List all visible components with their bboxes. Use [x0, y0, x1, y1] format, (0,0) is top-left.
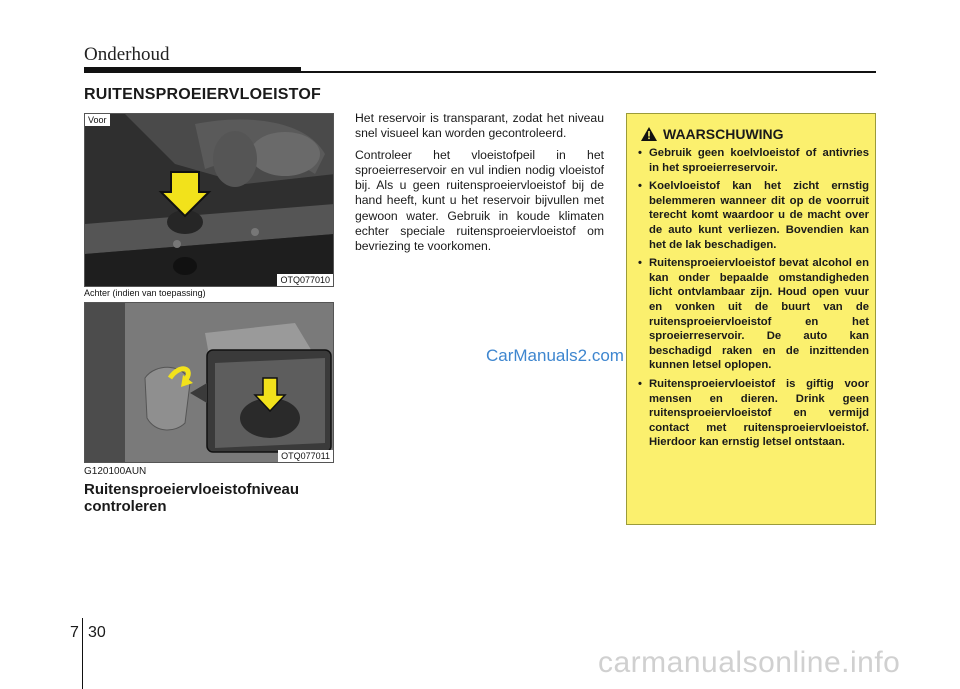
page-chapter-number: 7	[70, 624, 79, 641]
warning-title: WAARSCHUWING	[663, 126, 784, 142]
rear-compartment-illustration	[85, 303, 334, 463]
engine-bay-illustration	[85, 114, 334, 287]
photo-label-front: Voor	[85, 114, 110, 126]
body-text	[355, 111, 604, 261]
photo-rear-reservoir	[84, 302, 334, 463]
warning-item: • Koelvloeistof kan het zicht ernstig belemmeren wanneer dit op de voorruit terecht komt waardoor u de macht over de auto kunt verliezen. Bovendien kan het de lak beschadigen.	[637, 179, 869, 252]
header-rule-thin	[301, 71, 876, 73]
warning-header	[641, 126, 784, 142]
footer-watermark: carmanualsonline.info	[598, 646, 901, 679]
section-title: RUITENSPROEIERVLOEISTOF	[84, 86, 321, 103]
photo-front-reservoir	[84, 113, 334, 287]
body-paragraph: Het reservoir is transparant, zodat het niveau snel visueel kan worden gecontroleerd.	[355, 111, 604, 141]
header-rule-thick	[84, 67, 301, 73]
warning-list	[637, 146, 869, 454]
warning-item: • Ruitensproeiervloeistof bevat alcohol en kan onder bepaalde omstandigheden licht ontvlambaar zijn. Houd open vuur en vonken uit de buurt van de ruitensproeiervloeistof en het sproeierreservoir. De auto kan beschadigd raken en de inzittenden kunnen letsel oplopen.	[637, 256, 869, 373]
subheading: Ruitensproeiervloeistofniveau controleren	[84, 481, 300, 515]
warning-triangle-icon	[641, 127, 657, 141]
footer-divider	[82, 618, 83, 689]
photo-code-rear: OTQ077011	[278, 450, 333, 462]
body-paragraph: Controleer het vloeistofpeil in het sproeierreservoir en vul indien nodig vloeistof bij. Als u geen ruitensproeiervloeistof bij de hand heeft, kunt u het reservoir bijvullen met gewoon water. Gebruik in koude klimaten echter speciale ruitensproeiervloeistof om bevriezing te voorkomen.	[355, 147, 604, 254]
photo-code-front: OTQ077010	[277, 274, 333, 286]
page-header-title: Onderhoud	[84, 44, 170, 65]
watermark-link[interactable]: CarManuals2.com	[486, 346, 624, 365]
reference-code: G120100AUN	[84, 466, 147, 477]
photo-label-rear: Achter (indien van toepassing)	[84, 288, 206, 298]
warning-box	[626, 113, 876, 525]
page-number: 30	[88, 624, 106, 641]
warning-item: • Ruitensproeiervloeistof is giftig voor mensen en dieren. Drink geen ruitensproeiervloeistof en vermijd contact met ruitensproeiervloeistof. Hierdoor kan ernstig letsel ontstaan.	[637, 377, 869, 450]
warning-item: • Gebruik geen koelvloeistof of antivries in het sproeierreservoir.	[637, 146, 869, 175]
